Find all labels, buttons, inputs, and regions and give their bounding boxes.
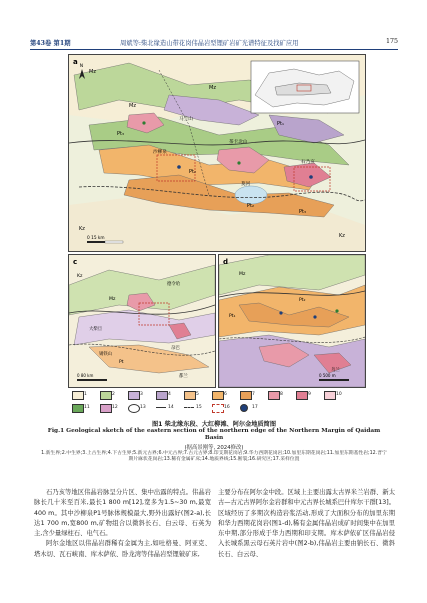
map-a-label-1: Mz	[89, 69, 96, 75]
figure-caption-en: Fig.1 Geological sketch of the eastern section of the northern edge of the Northern Margin of Qaidam Basin	[47, 428, 381, 441]
legend-num-9: 9	[308, 392, 311, 397]
panel-label-c: c	[73, 258, 78, 266]
map-c-label-1: Kz	[77, 274, 83, 279]
map-panel-d	[218, 254, 366, 388]
legend-num-2: 2	[112, 392, 115, 397]
map-a-label-14: Mz	[129, 103, 136, 109]
legend-swatch-16	[212, 404, 224, 413]
map-panel-a	[68, 54, 366, 252]
figure-caption-source: (据高景刚等, 2024修改)	[184, 445, 244, 451]
map-a-label-4: Kz	[79, 226, 85, 232]
legend-num-10: 10	[336, 392, 342, 397]
scalebar-c: 0 80 km	[77, 373, 94, 378]
legend-num-16: 16	[224, 405, 230, 410]
legend-num-11: 11	[84, 405, 90, 410]
map-d-label-1: Mz	[239, 272, 246, 277]
place-shinaihai: 石乃亥	[301, 160, 315, 165]
place-malanshan: 马兰山	[179, 117, 193, 122]
place-gaba: 尕巴	[171, 346, 180, 351]
figure-legend-text: 1.新生界;2.中生界;3.上古生界;4.下古生界;5.新元古界;6.中元古界;7.古元古界;8.印支期花岗岩;9.华力西期花岗岩;10.加里东期花岗岩;11.加里东期基性岩;12.晋宁期片麻状花岗岩;13.稀有金属矿床;14.地质界线;15.断裂;16.研究区;17.采样位置	[41, 451, 387, 463]
geological-map-d	[219, 255, 365, 387]
legend-num-17: 17	[252, 405, 258, 410]
figure-1	[68, 54, 364, 417]
map-panel-c	[68, 254, 216, 388]
geological-map-a	[69, 55, 365, 251]
map-a-label-3: Pt₂	[189, 169, 196, 175]
legend-swatch-8	[268, 391, 280, 400]
map-a-label-6: Pt₁	[277, 121, 284, 127]
legend-num-13: 13	[140, 405, 146, 410]
paragraph-left-1: 石乃亥等地区伟晶岩脉呈分片区、集中出露的特点。伟晶岩脉长几十米至百米,最长1 800 m[12],宽多为1.5~30 m,最宽400 m。其中沙柳泉P1号脉体规模最大,野外出露好(图2-a),长达1 700 m,宽800 m,矿物组合以微斜长石、白云母、石英为主,含少量绿柱石、电气石。	[34, 489, 211, 538]
map-a-label-5: Mz	[209, 85, 216, 91]
legend-swatch-9	[296, 391, 308, 400]
place-dachaidan: 大柴旦	[89, 327, 103, 332]
legend-num-5: 5	[196, 392, 199, 397]
map-c-label-3: Pt	[119, 360, 124, 365]
legend-swatch-12	[100, 404, 112, 413]
map-d-label-3: Pt₂	[299, 298, 306, 303]
place-shaliuquan: 沙柳泉	[153, 150, 167, 155]
legend-num-6: 6	[224, 392, 227, 397]
legend-swatch-13	[128, 404, 140, 413]
legend-swatch-10	[324, 391, 336, 400]
legend-swatch-5	[184, 391, 196, 400]
place-dulan: 都兰	[179, 374, 188, 379]
legend-num-4: 4	[168, 392, 171, 397]
legend-swatch-2	[100, 391, 112, 400]
paragraph-left-2: 阿尔金地区以伟晶岩群稀有金属为主,如吐格曼、阿亚克、塔木切、瓦石峡南、库木萨依、卧龙湾等伟晶岩型锂铍矿床,	[34, 540, 211, 558]
scalebar-d: 0 500 m	[319, 373, 336, 378]
panel-label-d: d	[223, 258, 229, 266]
header-rule	[30, 49, 398, 50]
place-mohe: 莫河	[241, 182, 251, 187]
legend-num-12: 12	[112, 405, 118, 410]
legend-swatch-7	[240, 391, 252, 400]
panel-label-a: a	[73, 58, 78, 66]
place-wulan: 乌兰	[331, 368, 340, 373]
legend-swatch-4	[156, 391, 168, 400]
legend-num-3: 3	[140, 392, 143, 397]
map-a-label-8: Pt₃	[299, 209, 306, 215]
volume-issue: 第43卷 第1期	[30, 40, 71, 47]
legend-swatch-14	[156, 407, 166, 408]
paragraph-right-1: 主要分布在阿尔金中段。区域上主要出露太古界米兰岩群、新太古—古元古界阿尔金岩群和中元古界长城系巴什库尔干群[13]。区域经历了多期次构造岩浆活动,形成了大面积分布的加里东期和华力西期花岗岩(图1-d),稀有金属伟晶岩成矿时间集中在加里东中期,部分形成于华力西期和印支期。库木萨依矿区伟晶岩侵入长城系黑云母石英片岩中(图2-b),伟晶岩主要由钠长石、微斜长石、白云母、	[218, 489, 395, 558]
legend-swatch-15	[184, 407, 194, 408]
body-column-right	[218, 488, 395, 560]
page-number: 175	[385, 38, 398, 45]
map-a-label-13: Kz	[339, 233, 345, 239]
running-title: 周斌等:柴北缘造山带花岗伟晶岩型锂矿岩矿光谱特征及找矿应用	[120, 40, 299, 47]
place-chakabeishan: 茶卡北山	[229, 140, 248, 145]
legend-swatch-1	[72, 391, 84, 400]
legend-num-7: 7	[252, 392, 255, 397]
figure-caption-cn: 图1 柴北缘东段、大红柳滩、阿尔金地质简图	[151, 421, 277, 428]
scalebar-a: 0 15 km	[87, 236, 105, 241]
map-a-label-7: Pt₂	[247, 203, 254, 209]
legend-swatch-3	[128, 391, 140, 400]
map-legend	[70, 390, 360, 415]
legend-swatch-6	[212, 391, 224, 400]
body-column-left	[34, 488, 211, 560]
map-c-label-2: Mz	[109, 297, 116, 302]
legend-swatch-17	[240, 404, 248, 412]
north-label-a: N	[79, 64, 84, 69]
map-a-label-2: Pt₃	[117, 131, 124, 137]
legend-swatch-11	[72, 404, 84, 413]
legend-num-1: 1	[84, 392, 87, 397]
place-delingha: 德令哈	[167, 282, 181, 287]
legend-num-14: 14	[168, 405, 174, 410]
legend-num-15: 15	[196, 405, 202, 410]
legend-num-8: 8	[280, 392, 283, 397]
geological-map-c	[69, 255, 215, 387]
place-xitieshan: 锡铁山	[99, 352, 113, 357]
map-d-label-2: Pt₁	[229, 314, 236, 319]
